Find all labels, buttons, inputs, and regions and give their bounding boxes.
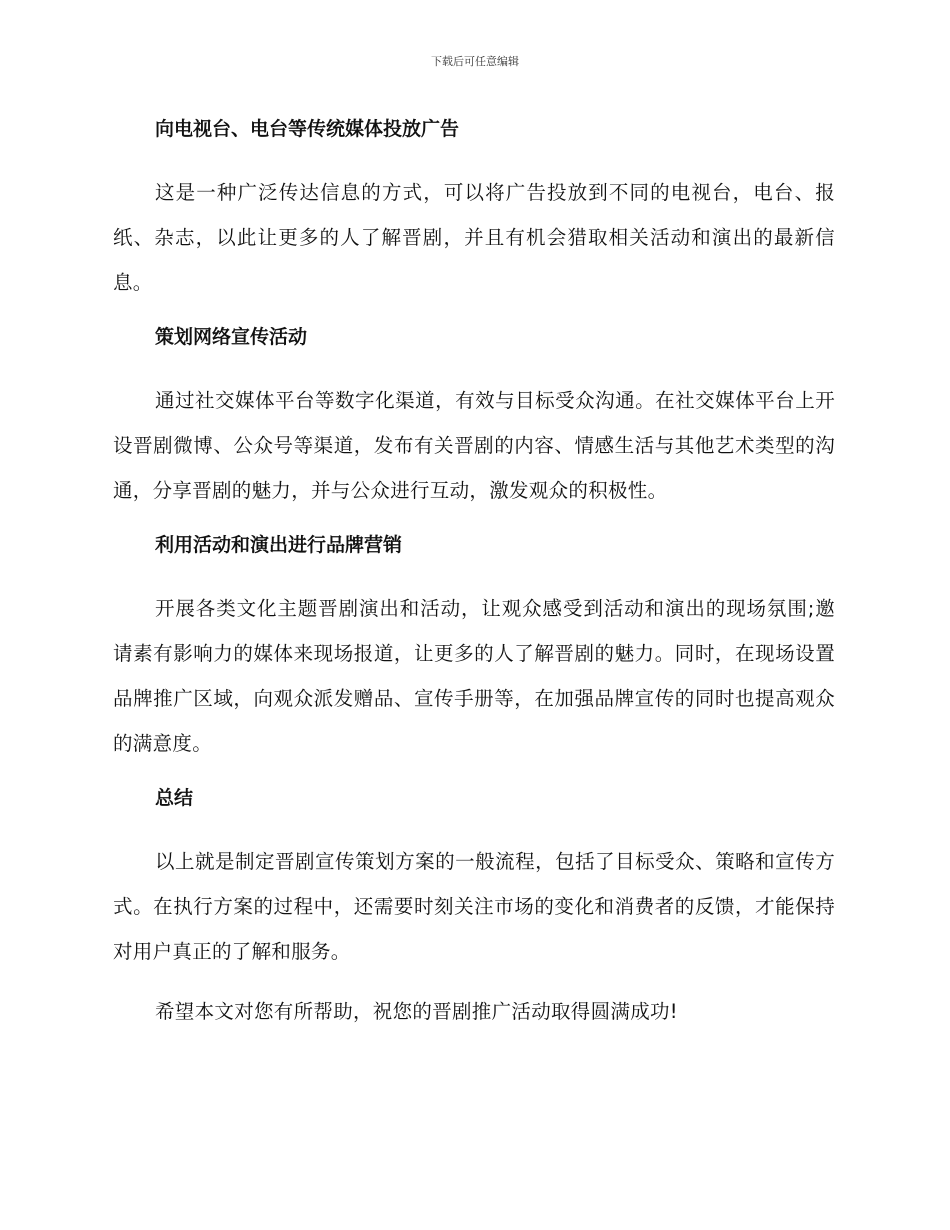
section-heading-online-campaign: 策划网络宣传活动 — [155, 326, 308, 348]
page-header: 下载后可任意编辑 — [431, 55, 519, 68]
document-body — [113, 112, 835, 1034]
section-heading-summary: 总结 — [155, 787, 194, 809]
section-heading-traditional-media: 向电视台、电台等传统媒体投放广告 — [155, 118, 460, 140]
section-paragraph-online-campaign: 通过社交媒体平台等数字化渠道，有效与目标受众沟通。在社交媒体平台上开设晋剧微博、公众号等渠道，发布有关晋剧的内容、情感生活与其他艺术类型的沟通，分享晋剧的魅力，并与公众进行互动，激发观众的积极性。 — [113, 389, 835, 502]
section-paragraph-summary: 以上就是制定晋剧宣传策划方案的一般流程，包括了目标受众、策略和宣传方式。在执行方案的过程中，还需要时刻关注市场的变化和消费者的反馈，才能保持对用户真正的了解和服务。 — [113, 850, 835, 963]
section-paragraph-traditional-media: 这是一种广泛传达信息的方式，可以将广告投放到不同的电视台，电台、报纸、杂志，以此让更多的人了解晋剧，并且有机会猎取相关活动和演出的最新信息。 — [113, 181, 835, 294]
closing-paragraph: 希望本文对您有所帮助，祝您的晋剧推广活动取得圆满成功! — [155, 1000, 678, 1023]
section-heading-brand-marketing: 利用活动和演出进行品牌营销 — [155, 534, 403, 556]
section-paragraph-brand-marketing: 开展各类文化主题晋剧演出和活动，让观众感受到活动和演出的现场氛围;邀请素有影响力的媒体来现场报道，让更多的人了解晋剧的魅力。同时，在现场设置品牌推广区域，向观众派发赠品、宣传手册等，在加强品牌宣传的同时也提高观众的满意度。 — [113, 597, 835, 755]
